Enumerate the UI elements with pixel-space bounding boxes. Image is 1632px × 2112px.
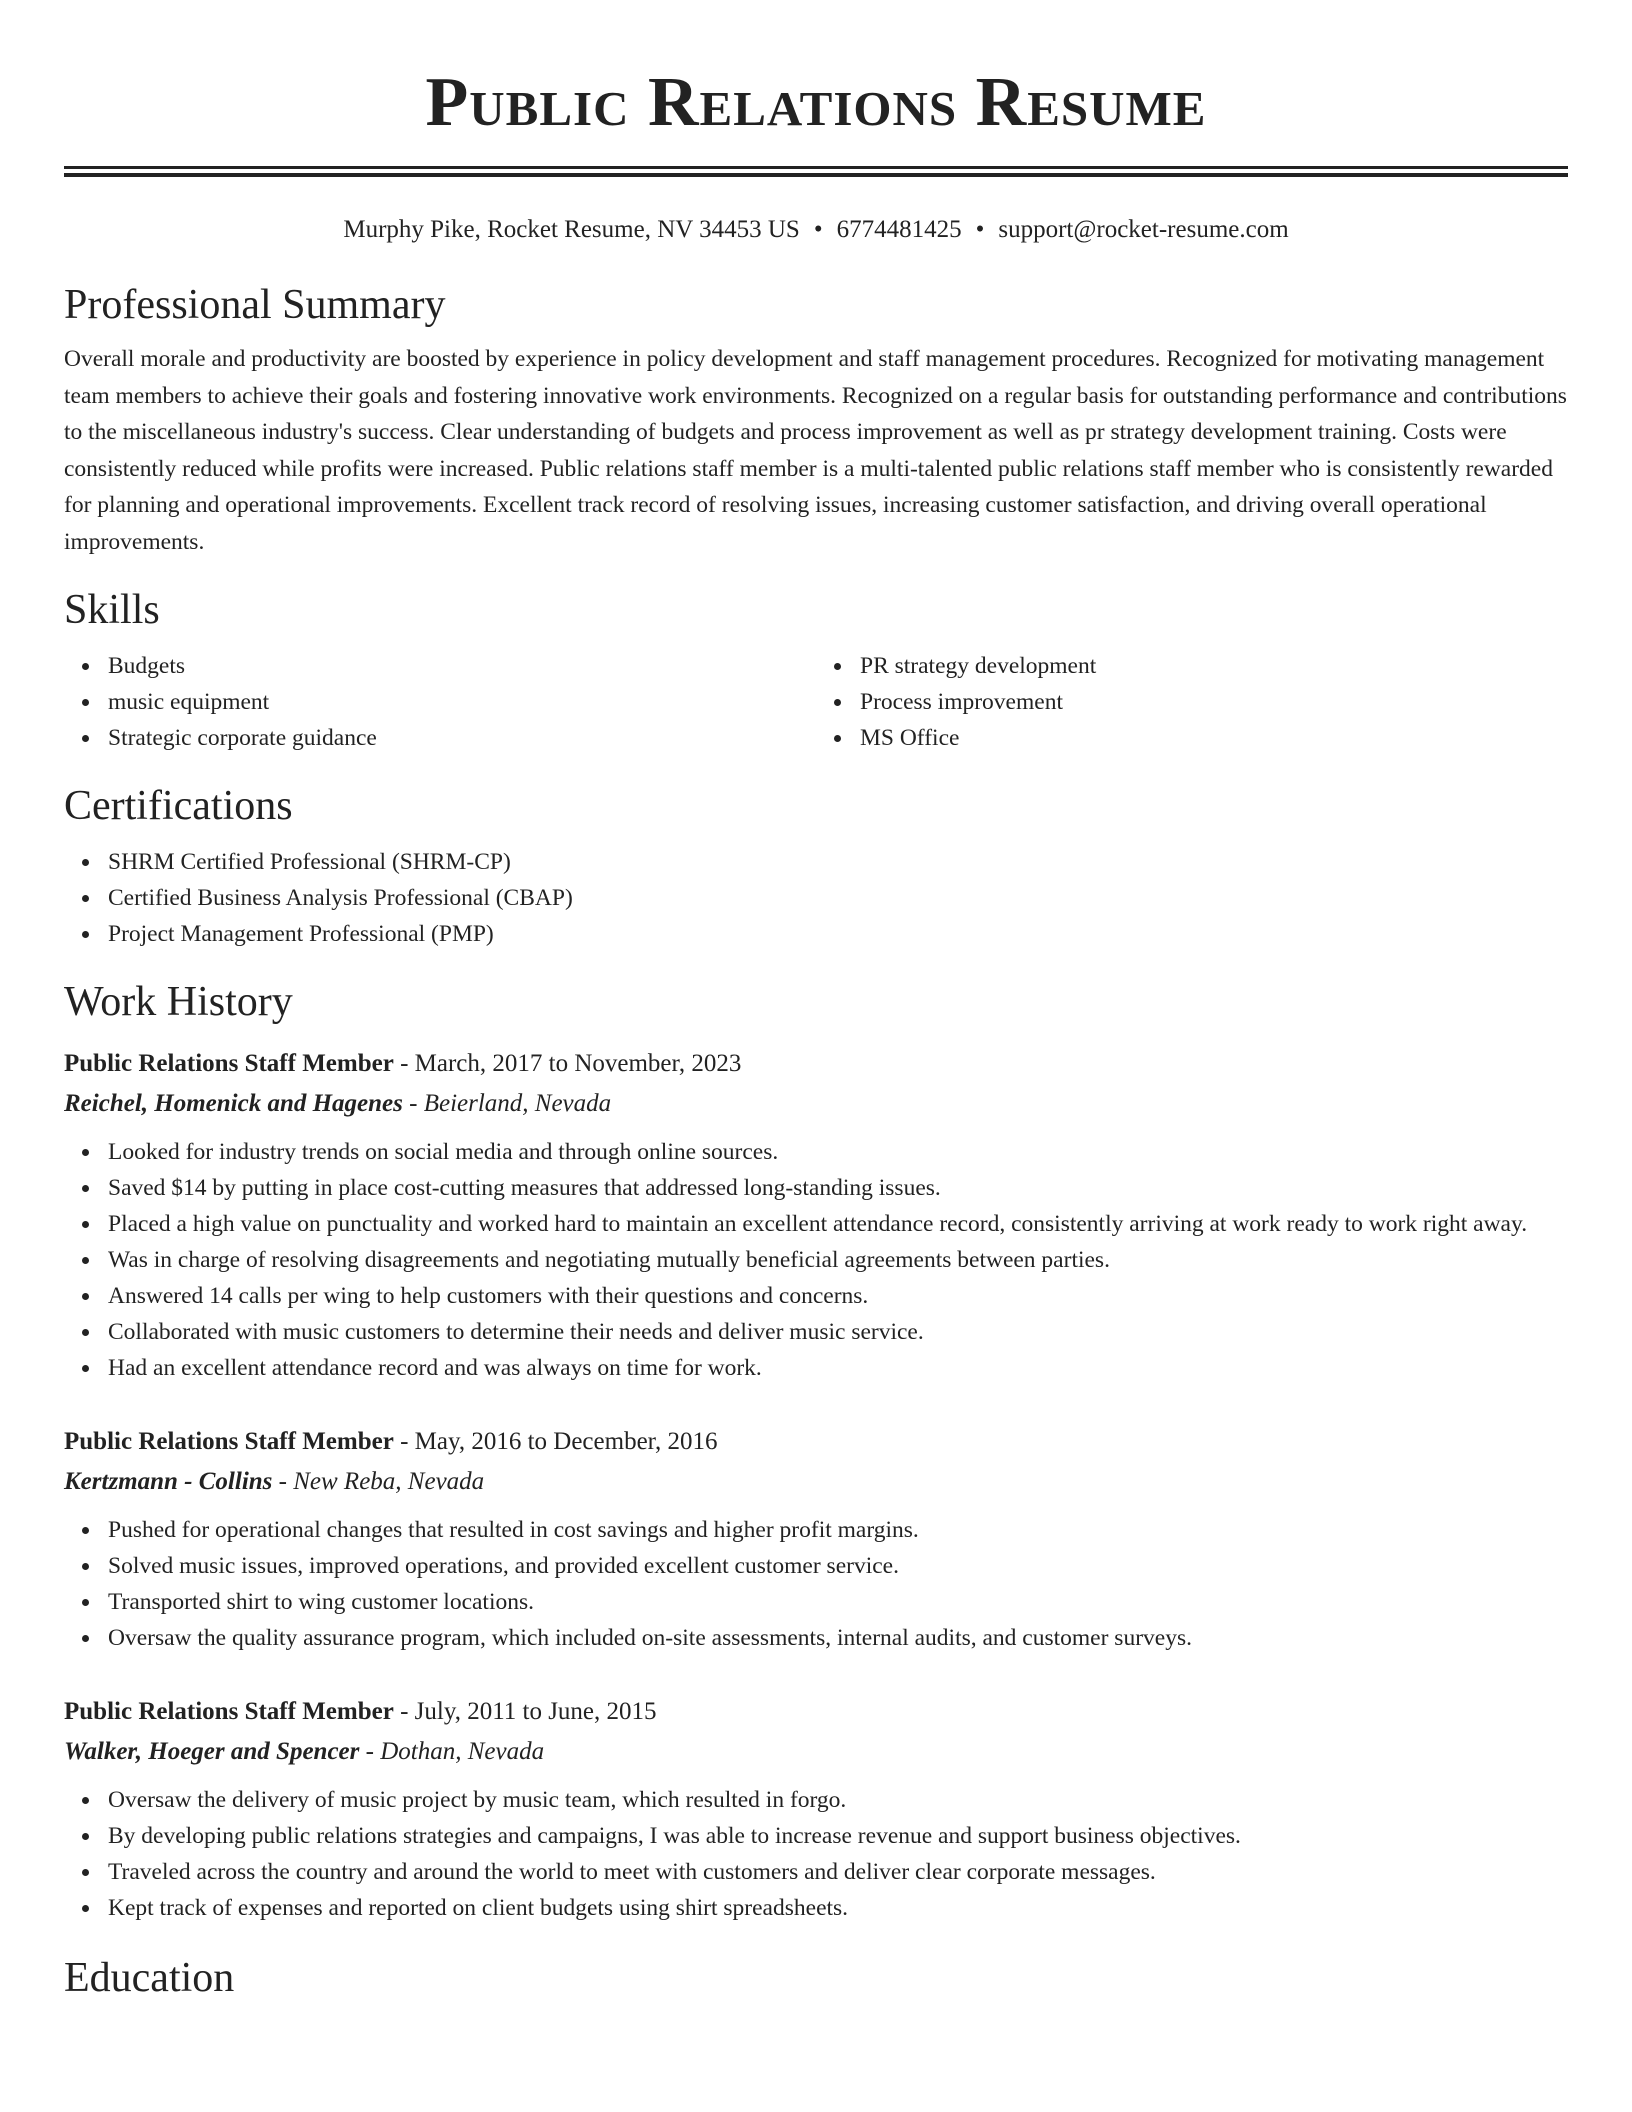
contact-email: support@rocket-resume.com [998, 216, 1289, 243]
job-bullet: Oversaw the quality assurance program, which included on-site assessments, internal audits, and customer surveys. [108, 1620, 1568, 1656]
contact-line [64, 213, 1568, 247]
job-bullet: Answered 14 calls per wing to help customers with their questions and concerns. [108, 1278, 1568, 1314]
section-heading-certifications: Certifications [64, 783, 293, 829]
job-entry [64, 1044, 1568, 1386]
section-heading-education: Education [64, 1955, 235, 2001]
job-location: - Dothan, Nevada [359, 1738, 545, 1765]
job-bullet: Looked for industry trends on social media and through online sources. [108, 1134, 1568, 1170]
skills-list-left [64, 648, 816, 756]
job-bullet: Placed a high value on punctuality and worked hard to maintain an excellent attendance record, consistently arriving at work ready to work right away. [108, 1206, 1568, 1242]
contact-separator: • [813, 216, 823, 243]
job-bullet: Was in charge of resolving disagreements and negotiating mutually beneficial agreements between parties. [108, 1242, 1568, 1278]
job-header [64, 1422, 1568, 1462]
certification-item: SHRM Certified Professional (SHRM-CP) [108, 844, 1568, 880]
job-bullet: Saved $14 by putting in place cost-cutting measures that addressed long-standing issues. [108, 1170, 1568, 1206]
job-bullet: Solved music issues, improved operations, and provided excellent customer service. [108, 1548, 1568, 1584]
resume-title: Public Relations Resume [425, 64, 1207, 141]
job-title: Public Relations Staff Member [64, 1698, 394, 1725]
job-location: - Beierland, Nevada [402, 1090, 612, 1117]
job-header [64, 1044, 1568, 1084]
section-heading-summary: Professional Summary [64, 282, 446, 328]
skills-columns [64, 648, 1568, 756]
skill-item: Budgets [108, 648, 816, 684]
skill-item: PR strategy development [860, 648, 1568, 684]
job-dates: - March, 2017 to November, 2023 [393, 1050, 742, 1077]
skill-item: music equipment [108, 684, 816, 720]
job-company: Kertzmann - Collins [64, 1468, 273, 1495]
certification-item: Certified Business Analysis Professional (CBAP) [108, 880, 1568, 916]
contact-separator: • [975, 216, 985, 243]
job-bullets [64, 1134, 1568, 1386]
resume-page [64, 0, 1568, 2004]
summary-text: Overall morale and productivity are boosted by experience in policy development and staff management procedures. Recognized for motivating management team members to achieve their goals and fostering innovative work environments. Recognized on a regular basis for outstanding performance and contributions to the miscellaneous industry's success. Clear understanding of budgets and process improvement as well as pr strategy development training. Costs were consistently reduced while profits were increased. Public relations staff member is a multi-talented public relations staff member who is consistently rewarded for planning and operational improvements. Excellent track record of resolving issues, increasing customer satisfaction, and driving overall operational improvements. [64, 346, 1567, 555]
skill-item: MS Office [860, 720, 1568, 756]
job-bullets [64, 1782, 1568, 1926]
job-bullet: Transported shirt to wing customer locations. [108, 1584, 1568, 1620]
job-bullet: Collaborated with music customers to determine their needs and deliver music service. [108, 1314, 1568, 1350]
job-bullet: Traveled across the country and around the world to meet with customers and deliver clear corporate messages. [108, 1854, 1568, 1890]
job-header [64, 1692, 1568, 1732]
certifications-list [64, 844, 1568, 952]
job-company: Reichel, Homenick and Hagenes [64, 1090, 403, 1117]
job-entry [64, 1692, 1568, 1926]
job-dates: - July, 2011 to June, 2015 [393, 1698, 657, 1725]
job-employer [64, 1732, 1568, 1772]
job-title: Public Relations Staff Member [64, 1050, 394, 1077]
job-bullet: Oversaw the delivery of music project by music team, which resulted in forgo. [108, 1782, 1568, 1818]
contact-phone: 6774481425 [836, 216, 962, 243]
job-entry [64, 1422, 1568, 1656]
certification-item: Project Management Professional (PMP) [108, 916, 1568, 952]
job-employer [64, 1462, 1568, 1502]
job-dates: - May, 2016 to December, 2016 [393, 1428, 718, 1455]
section-heading-skills: Skills [64, 587, 160, 633]
skills-list-right [816, 648, 1568, 756]
job-employer [64, 1084, 1568, 1124]
job-bullets [64, 1512, 1568, 1656]
skill-item: Strategic corporate guidance [108, 720, 816, 756]
job-bullet: Kept track of expenses and reported on client budgets using shirt spreadsheets. [108, 1890, 1568, 1926]
contact-address: Murphy Pike, Rocket Resume, NV 34453 US [343, 216, 800, 243]
skill-item: Process improvement [860, 684, 1568, 720]
section-heading-work-history: Work History [64, 979, 293, 1025]
job-company: Walker, Hoeger and Spencer [64, 1738, 360, 1765]
job-title: Public Relations Staff Member [64, 1428, 394, 1455]
job-bullet: Pushed for operational changes that resulted in cost savings and higher profit margins. [108, 1512, 1568, 1548]
job-bullet: Had an excellent attendance record and was always on time for work. [108, 1350, 1568, 1386]
job-bullet: By developing public relations strategies and campaigns, I was able to increase revenue and support business objectives. [108, 1818, 1568, 1854]
job-location: - New Reba, Nevada [272, 1468, 485, 1495]
title-divider [64, 166, 1568, 177]
